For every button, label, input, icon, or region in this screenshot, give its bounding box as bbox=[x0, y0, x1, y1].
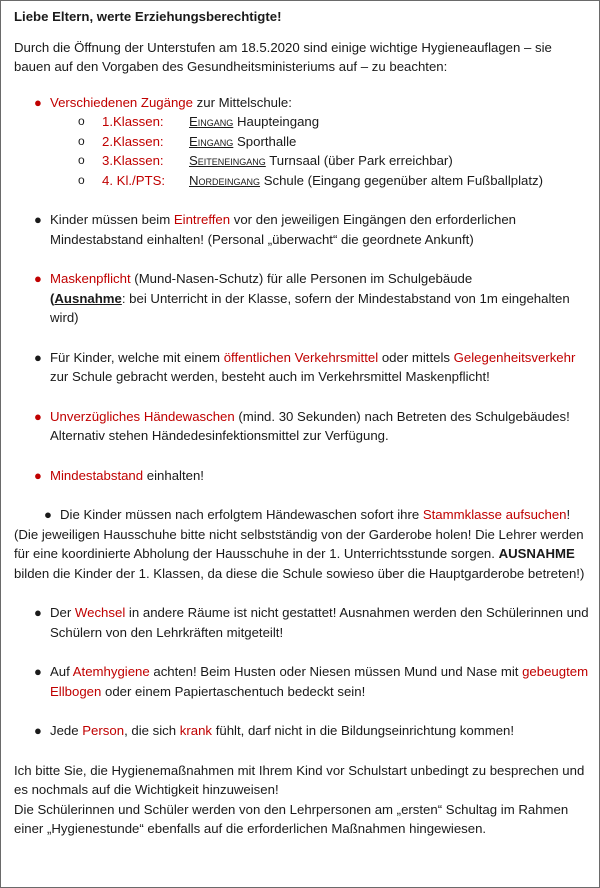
closing-paragraph-2: Die Schülerinnen und Schüler werden von den Lehrpersonen am „ersten“ Schultag im Rahmen einer „Hygienestunde“ ebenfalls auf die erforderlichen Maßnahmen hingewiesen. bbox=[14, 801, 569, 836]
letter-greeting: Liebe Eltern, werte Erziehungsberechtigte! bbox=[14, 9, 282, 24]
bullet-icon: ● bbox=[34, 271, 42, 286]
access-entry: Seiteneingang bbox=[189, 153, 266, 168]
bullet-icon: ● bbox=[34, 467, 42, 483]
access-place: Sporthalle bbox=[233, 133, 297, 149]
intro-paragraph: Durch die Öffnung der Unterstufen am 18.5.2020 sind einige wichtige Hygieneauflagen – sie bauen auf den Vorgaben des Gesundheitsministeriums auf – zu beachten: bbox=[14, 39, 552, 74]
access-row bbox=[14, 171, 589, 191]
bullet-access bbox=[14, 93, 589, 113]
bullet-room-change: ● Der Wechsel in andere Räume ist nicht gestattet! Ausnahmen werden den Schülerinnen und Schülern von den Lehrkräften mitgeteilt! bbox=[34, 605, 589, 640]
bullet-classroom: ● Die Kinder müssen nach erfolgtem Händewaschen sofort ihre Stammklasse aufsuchen! bbox=[14, 505, 589, 525]
bullet-icon: ● bbox=[34, 408, 42, 424]
access-class: 1.Klassen: bbox=[102, 114, 164, 129]
bullet-icon: ● bbox=[34, 94, 42, 110]
bullet-arrival: ● Kinder müssen beim Eintreffen vor den jeweiligen Eingängen den erforderlichen Mindestabstand einhalten! (Personal „überwacht“ die geordnete Ankunft) bbox=[34, 212, 517, 247]
access-class: 2.Klassen: bbox=[102, 133, 164, 149]
bullet-transport: ● Für Kinder, welche mit einem öffentlichen Verkehrsmittel oder mittels Gelegenheitsverkehr zur Schule gebracht werden, besteht auch im Verkehrsmittel Maskenpflicht! bbox=[34, 349, 576, 384]
bullet-mask: ● Maskenpflicht (Mund-Nasen-Schutz) für alle Personen im Schulgebäude (Ausnahme: bei Unterricht in der Klasse, sofern der Mindestabstand von 1m eingehalten wird) bbox=[34, 271, 570, 325]
closing-paragraph: Ich bitte Sie, die Hygienemaßnahmen mit Ihrem Kind vor Schulstart unbedingt zu besprechen und es nochmals auf die Wichtigkeit hinzuweisen! bbox=[14, 762, 585, 797]
bullet-illness: ● Jede Person, die sich krank fühlt, darf nicht in die Bildungseinrichtung kommen! bbox=[14, 721, 589, 741]
circle-bullet-icon: o bbox=[78, 172, 85, 187]
slippers-note: (Die jeweiligen Hausschuhe bitte nicht selbstständig von der Garderobe holen! Die Lehrer werden für eine koordinierte Abholung der Hausschuhe in der 1. Unterrichtsstunde sorgen. AUSNAHME bilden die Kinder der 1. Klassen, da diese die Schule sowieso über die Hauptgarderobe betreten!) bbox=[14, 526, 585, 581]
bullet-distance: ● Mindestabstand einhalten! bbox=[14, 466, 589, 486]
bullet-respiratory: ● Auf Atemhygiene achten! Beim Husten oder Niesen müssen Mund und Nase mit gebeugtem Ellbogen oder einem Papiertaschentuch bedeckt sein! bbox=[34, 664, 589, 699]
access-class: 3.Klassen: bbox=[102, 153, 164, 168]
circle-bullet-icon: o bbox=[78, 153, 85, 167]
access-label-rest: zur Mittelschule: bbox=[192, 94, 292, 110]
access-label-red: Verschiedenen Zugänge bbox=[50, 94, 193, 110]
bullet-icon: ● bbox=[34, 212, 42, 227]
access-place: Haupteingang bbox=[233, 114, 320, 129]
access-class: 4. Kl./PTS: bbox=[102, 172, 166, 188]
bullet-icon: ● bbox=[34, 349, 42, 365]
access-place: Schule (Eingang gegenüber altem Fußballplatz) bbox=[260, 172, 543, 188]
access-row bbox=[14, 151, 589, 171]
access-row bbox=[14, 112, 589, 132]
access-entry: Eingang bbox=[189, 114, 234, 129]
access-entry: Eingang bbox=[189, 133, 234, 149]
bullet-icon: ● bbox=[34, 664, 42, 679]
bullet-handwashing: ● Unverzügliches Händewaschen (mind. 30 Sekunden) nach Betreten des Schulgebäudes! Alternativ stehen Händedesinfektionsmittel zur Verfügung. bbox=[34, 408, 570, 443]
circle-bullet-icon: o bbox=[78, 114, 85, 128]
bullet-icon: ● bbox=[44, 507, 52, 522]
circle-bullet-icon: o bbox=[78, 133, 85, 148]
access-row bbox=[14, 132, 589, 152]
access-entry: Nordeingang bbox=[189, 172, 261, 188]
bullet-icon: ● bbox=[34, 605, 42, 620]
bullet-icon: ● bbox=[34, 723, 42, 738]
access-place: Turnsaal (über Park erreichbar) bbox=[265, 153, 453, 168]
